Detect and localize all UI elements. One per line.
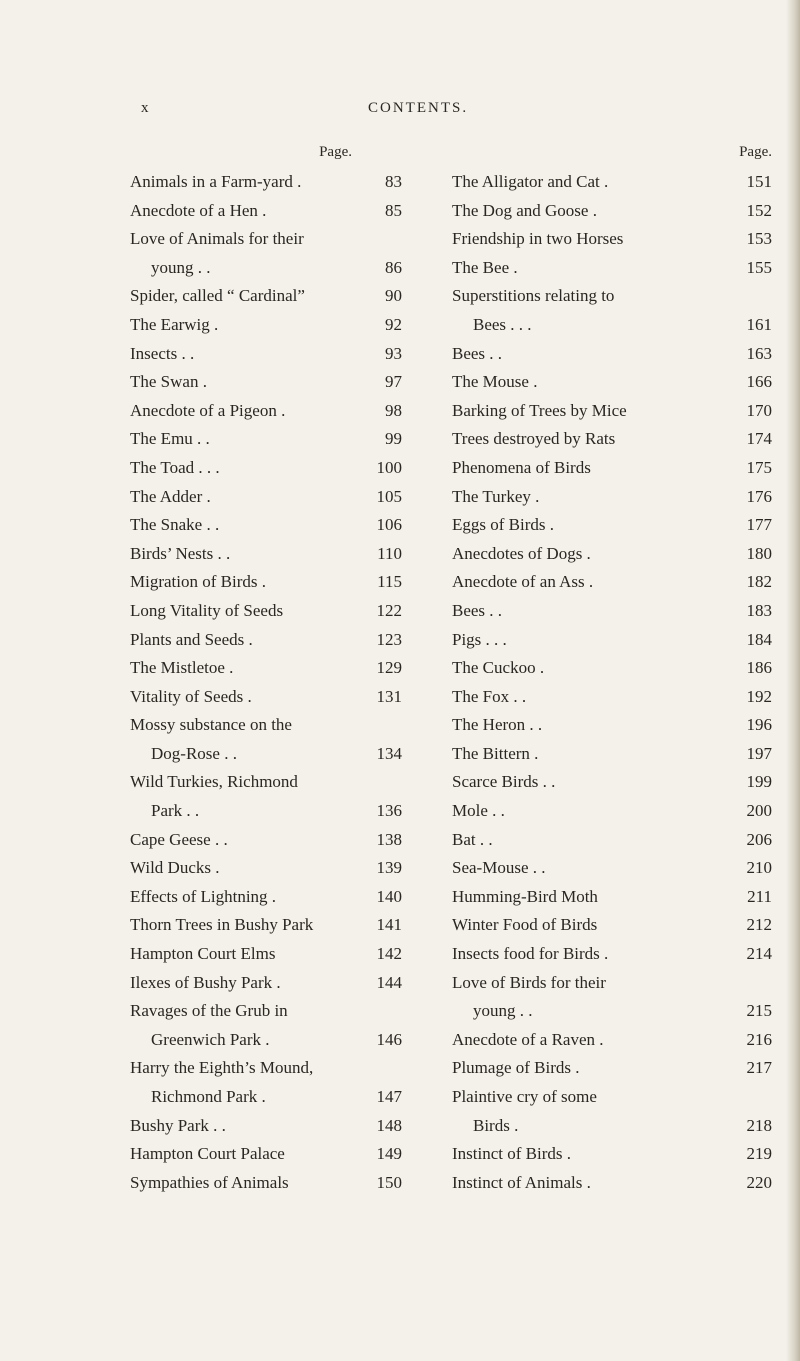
contents-entry — [130, 340, 475, 369]
entry-title: Instinct of Birds . — [452, 1144, 571, 1164]
entry-page-number: 151 — [746, 172, 772, 191]
entry-title: Plants and Seeds . — [130, 629, 253, 649]
entry-page-number: 100 — [376, 457, 402, 477]
contents-entry — [130, 854, 475, 883]
contents-entry — [452, 311, 772, 340]
page-column-heading: Page. — [739, 144, 772, 160]
entry-title: Dog-Rose . . — [151, 743, 237, 763]
contents-entry — [130, 368, 475, 397]
entry-page-number: 170 — [746, 400, 772, 420]
contents-entry — [452, 340, 772, 369]
contents-entry — [130, 1026, 475, 1055]
entry-page-number: 218 — [746, 1115, 772, 1135]
entry-title: Bushy Park . . — [130, 1115, 226, 1135]
entry-title: The Adder . — [130, 486, 211, 506]
entry-page-number: 139 — [376, 858, 402, 878]
entry-page-number: 144 — [376, 972, 402, 992]
entry-page-number: 86 — [385, 257, 402, 277]
contents-entry — [452, 797, 772, 826]
contents-entry — [452, 597, 772, 626]
entry-page-number: 99 — [385, 429, 402, 449]
entry-page-number: 106 — [376, 515, 402, 535]
entry-title: Harry the Eighth’s Mound, — [130, 1058, 314, 1078]
contents-entry — [452, 826, 772, 855]
contents-entry — [452, 997, 772, 1026]
entry-title: Mossy substance on the — [130, 715, 292, 735]
contents-entry — [452, 626, 772, 655]
entry-page-number: 219 — [746, 1144, 772, 1164]
contents-entry — [130, 282, 475, 311]
contents-entry — [130, 311, 475, 340]
entry-title: Wild Ducks . — [130, 858, 220, 878]
contents-entry — [452, 740, 772, 769]
entry-page-number: 183 — [746, 600, 772, 620]
page-column-heading: Page. — [319, 144, 352, 160]
entry-title: Animals in a Farm-yard . — [130, 172, 302, 191]
contents-list-left — [130, 168, 475, 1197]
entry-page-number: 129 — [376, 658, 402, 678]
entry-title: Spider, called “ Cardinal” — [130, 286, 305, 306]
entry-title: The Bittern . — [452, 743, 539, 763]
entry-title: Insects food for Birds . — [452, 944, 609, 964]
entry-page-number: 131 — [376, 686, 402, 706]
entry-title: Superstitions relating to — [452, 286, 615, 306]
entry-title: Greenwich Park . — [151, 1029, 270, 1049]
contents-entry — [452, 168, 772, 197]
contents-entry — [130, 540, 475, 569]
entry-page-number: 199 — [746, 772, 772, 792]
contents-entry — [130, 597, 475, 626]
contents-entry — [452, 911, 772, 940]
contents-entry — [130, 511, 475, 540]
contents-entry — [452, 282, 772, 311]
entry-title: Effects of Lightning . — [130, 886, 277, 906]
contents-entry — [130, 1083, 475, 1112]
entry-title: Love of Animals for their — [130, 229, 304, 249]
entry-title: Barking of Trees by Mice — [452, 400, 627, 420]
entry-title: The Mistletoe . — [130, 658, 234, 678]
entry-title: The Mouse . — [452, 372, 538, 392]
contents-entry — [130, 997, 475, 1026]
entry-page-number: 155 — [746, 257, 772, 277]
contents-entry — [130, 683, 475, 712]
entry-page-number: 180 — [746, 543, 772, 563]
entry-page-number: 92 — [385, 314, 402, 334]
entry-page-number: 217 — [746, 1058, 772, 1078]
entry-title: The Cuckoo . — [452, 658, 545, 678]
entry-page-number: 206 — [746, 829, 772, 849]
entry-title: Bees . . — [452, 343, 503, 363]
entry-title: Bees . . . — [473, 314, 532, 334]
contents-entry — [130, 940, 475, 969]
entry-title: The Dog and Goose . — [452, 200, 597, 220]
entry-title: The Heron . . — [452, 715, 543, 735]
page-header — [0, 100, 800, 130]
entry-page-number: 220 — [746, 1172, 772, 1192]
entry-page-number: 196 — [746, 715, 772, 735]
contents-entry — [130, 654, 475, 683]
entry-title: Ravages of the Grub in — [130, 1001, 288, 1021]
entry-title: Anecdotes of Dogs . — [452, 543, 591, 563]
contents-entry — [452, 1169, 772, 1198]
contents-entry — [130, 911, 475, 940]
entry-title: Bat . . — [452, 829, 493, 849]
contents-entry — [130, 826, 475, 855]
entry-page-number: 152 — [746, 200, 772, 220]
contents-column-right — [452, 144, 772, 1197]
entry-title: Winter Food of Birds — [452, 915, 598, 935]
entry-page-number: 97 — [385, 372, 402, 392]
entry-title: Eggs of Birds . — [452, 515, 554, 535]
contents-entry — [452, 1026, 772, 1055]
entry-page-number: 122 — [376, 600, 402, 620]
entry-title: The Fox . . — [452, 686, 527, 706]
entry-page-number: 174 — [746, 429, 772, 449]
contents-entry — [130, 568, 475, 597]
contents-entry — [452, 654, 772, 683]
entry-title: Birds’ Nests . . — [130, 543, 231, 563]
entry-page-number: 161 — [746, 314, 772, 334]
entry-page-number: 163 — [746, 343, 772, 363]
entry-title: Phenomena of Birds — [452, 457, 591, 477]
contents-entry — [452, 568, 772, 597]
entry-page-number: 212 — [746, 915, 772, 935]
entry-page-number: 138 — [376, 829, 402, 849]
entry-title: Anecdote of a Hen . — [130, 200, 267, 220]
contents-entry — [452, 454, 772, 483]
entry-title: The Snake . . — [130, 515, 220, 535]
entry-title: Pigs . . . — [452, 629, 507, 649]
contents-entry — [452, 511, 772, 540]
entry-page-number: 90 — [385, 286, 402, 306]
contents-entry — [452, 1140, 772, 1169]
contents-entry — [130, 626, 475, 655]
entry-page-number: 142 — [376, 944, 402, 964]
contents-entry — [130, 1169, 475, 1198]
entry-title: Ilexes of Bushy Park . — [130, 972, 281, 992]
contents-entry — [130, 197, 475, 226]
entry-page-number: 115 — [377, 572, 402, 592]
entry-page-number: 149 — [376, 1144, 402, 1164]
entry-page-number: 93 — [385, 343, 402, 363]
entry-title: Hampton Court Elms — [130, 944, 276, 964]
contents-entry — [130, 254, 475, 283]
page-edge-shadow — [786, 0, 800, 1361]
contents-entry — [452, 254, 772, 283]
contents-list-right — [452, 168, 772, 1197]
contents-entry — [130, 454, 475, 483]
entry-title: The Toad . . . — [130, 457, 220, 477]
entry-title: The Turkey . — [452, 486, 540, 506]
entry-title: Trees destroyed by Rats — [452, 429, 616, 449]
contents-entry — [452, 711, 772, 740]
entry-title: Birds . — [473, 1115, 519, 1135]
entry-title: The Alligator and Cat . — [452, 172, 609, 191]
entry-title: The Emu . . — [130, 429, 210, 449]
contents-entry — [452, 1112, 772, 1141]
entry-page-number: 200 — [746, 801, 772, 821]
entry-page-number: 197 — [746, 743, 772, 763]
entry-page-number: 214 — [746, 944, 772, 964]
contents-entry — [452, 225, 772, 254]
entry-page-number: 98 — [385, 400, 402, 420]
entry-page-number: 175 — [746, 457, 772, 477]
contents-entry — [452, 940, 772, 969]
entry-title: Scarce Birds . . — [452, 772, 556, 792]
contents-entry — [452, 683, 772, 712]
entry-page-number: 147 — [376, 1087, 402, 1106]
entry-page-number: 211 — [747, 886, 772, 906]
contents-entry — [130, 425, 475, 454]
entry-page-number: 176 — [746, 486, 772, 506]
contents-entry — [130, 969, 475, 998]
entry-title: Friendship in two Horses — [452, 229, 624, 249]
entry-title: The Swan . — [130, 372, 207, 392]
entry-title: Love of Birds for their — [452, 972, 606, 992]
entry-title: Wild Turkies, Richmond — [130, 772, 298, 792]
entry-title: Humming-Bird Moth — [452, 886, 598, 906]
contents-column-left — [130, 144, 475, 1197]
contents-entry — [452, 969, 772, 998]
entry-page-number: 105 — [376, 486, 402, 506]
contents-entry — [452, 1054, 772, 1083]
entry-page-number: 85 — [385, 200, 402, 220]
entry-title: Plumage of Birds . — [452, 1058, 580, 1078]
contents-entry — [130, 740, 475, 769]
entry-title: Anecdote of an Ass . — [452, 572, 594, 592]
entry-page-number: 150 — [376, 1172, 402, 1192]
entry-title: Sympathies of Animals — [130, 1172, 289, 1192]
contents-entry — [452, 368, 772, 397]
entry-title: Migration of Birds . — [130, 572, 266, 592]
entry-page-number: 134 — [376, 743, 402, 763]
entry-title: Sea-Mouse . . — [452, 858, 546, 878]
contents-entry — [452, 397, 772, 426]
entry-title: Vitality of Seeds . — [130, 686, 252, 706]
entry-page-number: 146 — [376, 1029, 402, 1049]
entry-page-number: 177 — [746, 515, 772, 535]
entry-page-number: 186 — [746, 658, 772, 678]
contents-entry — [452, 540, 772, 569]
entry-title: The Earwig . — [130, 314, 219, 334]
entry-title: The Bee . — [452, 257, 518, 277]
entry-title: Park . . — [151, 801, 200, 821]
entry-page-number: 192 — [746, 686, 772, 706]
entry-page-number: 166 — [746, 372, 772, 392]
contents-entry — [452, 425, 772, 454]
contents-entry — [452, 854, 772, 883]
entry-page-number: 182 — [746, 572, 772, 592]
entry-page-number: 153 — [746, 229, 772, 249]
page-title: CONTENTS. — [368, 100, 469, 116]
entry-page-number: 136 — [376, 801, 402, 821]
entry-page-number: 215 — [746, 1001, 772, 1021]
entry-page-number: 110 — [377, 543, 402, 563]
contents-entry — [452, 1083, 772, 1112]
contents-entry — [130, 225, 475, 254]
entry-title: Bees . . — [452, 600, 503, 620]
contents-entry — [452, 768, 772, 797]
entry-title: Anecdote of a Raven . — [452, 1029, 604, 1049]
entry-page-number: 210 — [746, 858, 772, 878]
entry-title: Instinct of Animals . — [452, 1172, 591, 1192]
contents-entry — [452, 483, 772, 512]
entry-page-number: 184 — [746, 629, 772, 649]
entry-page-number: 141 — [376, 915, 402, 935]
entry-title: Insects . . — [130, 343, 195, 363]
entry-title: Richmond Park . — [151, 1087, 266, 1106]
contents-entry — [130, 1112, 475, 1141]
contents-entry — [130, 768, 475, 797]
contents-entry — [130, 168, 475, 197]
contents-entry — [130, 883, 475, 912]
contents-entry — [130, 1140, 475, 1169]
contents-entry — [130, 397, 475, 426]
entry-title: Plaintive cry of some — [452, 1087, 597, 1106]
entry-title: young . . — [151, 257, 211, 277]
page-numeral: x — [141, 100, 151, 116]
contents-entry — [130, 1054, 475, 1083]
entry-title: Anecdote of a Pigeon . — [130, 400, 286, 420]
entry-page-number: 123 — [376, 629, 402, 649]
entry-page-number: 140 — [376, 886, 402, 906]
entry-title: Cape Geese . . — [130, 829, 228, 849]
contents-entry — [452, 883, 772, 912]
entry-title: Thorn Trees in Bushy Park — [130, 915, 314, 935]
entry-title: Mole . . — [452, 801, 505, 821]
entry-title: Hampton Court Palace — [130, 1144, 285, 1164]
contents-entry — [130, 483, 475, 512]
entry-title: Long Vitality of Seeds — [130, 600, 284, 620]
entry-page-number: 148 — [376, 1115, 402, 1135]
contents-entry — [452, 197, 772, 226]
entry-title: young . . — [473, 1001, 533, 1021]
contents-entry — [130, 711, 475, 740]
entry-page-number: 83 — [385, 172, 402, 191]
contents-entry — [130, 797, 475, 826]
entry-page-number: 216 — [746, 1029, 772, 1049]
